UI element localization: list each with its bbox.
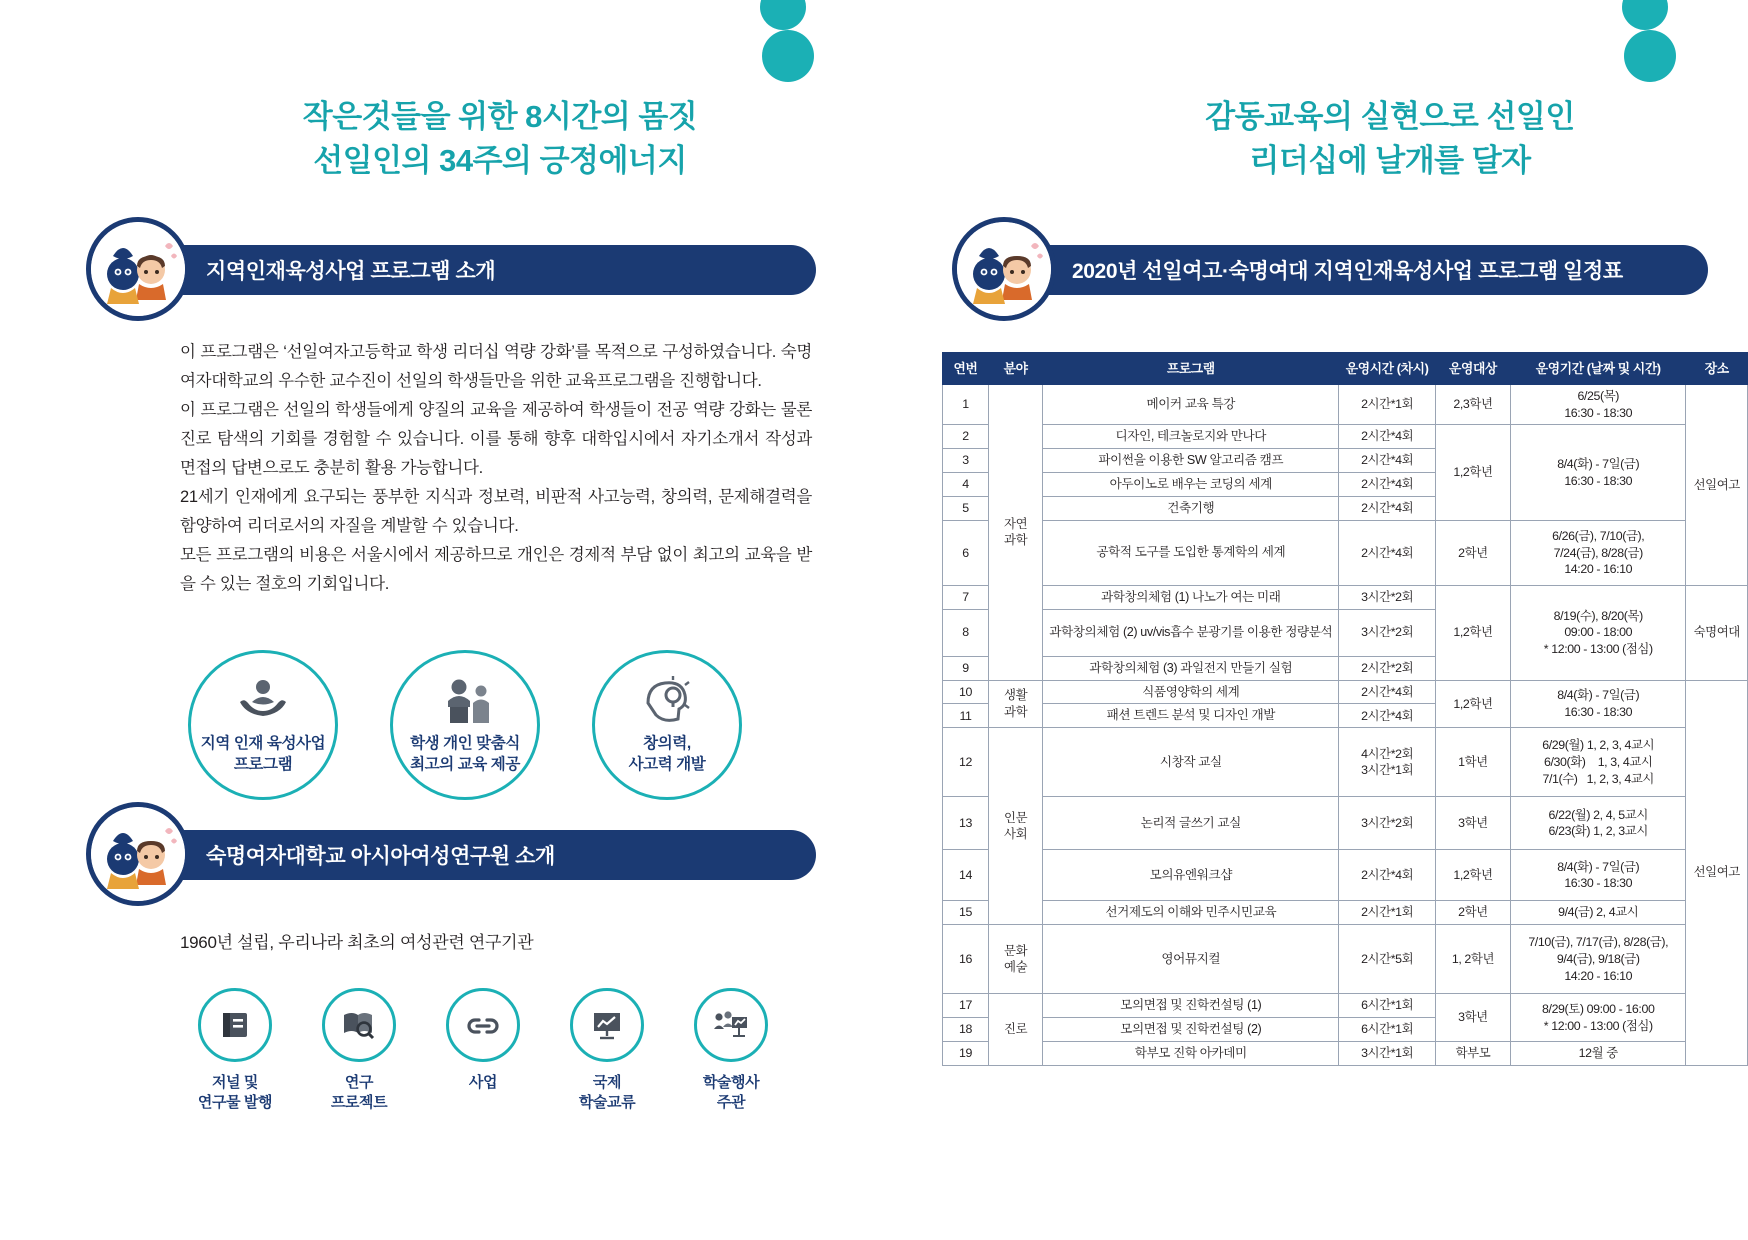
right-headline [1050, 95, 1730, 183]
table-row [943, 797, 1748, 850]
presentation-board-icon [570, 988, 644, 1062]
cell-period: 8/29(토) 09:00 - 16:00 * 12:00 - 13:00 (점심) [1511, 994, 1686, 1042]
cell-program: 선거제도의 이해와 민주시민교육 [1043, 901, 1339, 925]
feature-circle-education [390, 650, 540, 800]
cell-no: 1 [943, 385, 989, 425]
cell-hours: 2시간*1회 [1339, 901, 1435, 925]
cell-field-natural-science: 자연 과학 [989, 385, 1043, 680]
cell-no: 13 [943, 797, 989, 850]
cell-hours: 2시간*4회 [1339, 473, 1435, 497]
col-target: 운영대상 [1435, 353, 1510, 385]
cell-no: 11 [943, 704, 989, 728]
left-page [0, 0, 860, 1240]
mascot-icon [86, 217, 190, 321]
cell-hours: 2시간*4회 [1339, 704, 1435, 728]
cell-period: 6/29(월) 1, 2, 3, 4교시 6/30(화) 1, 3, 4교시 7/1(수) 1, 2, 3, 4교시 [1511, 728, 1686, 797]
section-title-program-intro: 지역인재육성사업 프로그램 소개 [206, 260, 496, 283]
table-row [943, 901, 1748, 925]
cell-hours: 3시간*2회 [1339, 609, 1435, 656]
cell-no: 15 [943, 901, 989, 925]
section-banner-program-intro [96, 245, 816, 295]
activity-research-label: 연구 프로젝트 [330, 1074, 388, 1111]
cell-period: 8/19(수), 8/20(목) 09:00 - 18:00 * 12:00 - 13:00 (점심) [1511, 585, 1686, 680]
cell-program: 시창작 교실 [1043, 728, 1339, 797]
activity-international [548, 988, 666, 1113]
cell-hours: 6시간*1회 [1339, 1018, 1435, 1042]
cell-no: 18 [943, 1018, 989, 1042]
activity-row [176, 988, 790, 1113]
table-row [943, 585, 1748, 609]
cell-no: 7 [943, 585, 989, 609]
activity-research [300, 988, 418, 1113]
cell-hours: 2시간*4회 [1339, 496, 1435, 520]
cell-program: 논리적 글쓰기 교실 [1043, 797, 1339, 850]
mascot-icon [86, 802, 190, 906]
cell-no: 4 [943, 473, 989, 497]
feature-circle-creativity-label: 창의력, 사고력 개발 [628, 735, 706, 773]
cell-program: 과학창의체험 (3) 과일전지 만들기 실험 [1043, 656, 1339, 680]
cell-target-g12-b: 1,2학년 [1435, 585, 1510, 680]
cell-target: 2학년 [1435, 520, 1510, 585]
cell-place-sookmyung: 숙명여대 [1686, 585, 1748, 680]
col-place: 장소 [1686, 353, 1748, 385]
cell-program: 과학창의체험 (1) 나노가 여는 미래 [1043, 585, 1339, 609]
feature-circle-creativity [592, 650, 742, 800]
schedule-table [942, 352, 1748, 1066]
cell-hours: 4시간*2회 3시간*1회 [1339, 728, 1435, 797]
left-headline-line1: 작은것들을 위한 8시간의 몸짓 [302, 99, 698, 134]
feature-circle-row [188, 650, 742, 800]
cell-no: 19 [943, 1041, 989, 1065]
feature-circle-program [188, 650, 338, 800]
cell-no: 17 [943, 994, 989, 1018]
cell-no: 9 [943, 656, 989, 680]
cell-no: 3 [943, 449, 989, 473]
cell-field-career: 진로 [989, 994, 1043, 1066]
cell-hours: 2시간*4회 [1339, 449, 1435, 473]
cell-period: 8/4(화) - 7일(금) 16:30 - 18:30 [1511, 425, 1686, 521]
cell-hours: 6시간*1회 [1339, 994, 1435, 1018]
activity-journal [176, 988, 294, 1113]
table-row [943, 994, 1748, 1018]
cell-period: 6/26(금), 7/10(금), 7/24(금), 8/28(금) 14:20 - 16:10 [1511, 520, 1686, 585]
table-row [943, 1041, 1748, 1065]
cell-hours: 2시간*4회 [1339, 425, 1435, 449]
right-headline-line1: 감동교육의 실현으로 선일인 [1205, 99, 1575, 134]
cell-program: 영어뮤지컬 [1043, 925, 1339, 994]
col-no: 연번 [943, 353, 989, 385]
cell-program: 과학창의체험 (2) uv/vis흡수 분광기를 이용한 정량분석 [1043, 609, 1339, 656]
table-header-row [943, 353, 1748, 385]
cell-hours: 3시간*2회 [1339, 797, 1435, 850]
cell-field-life-science: 생활 과학 [989, 680, 1043, 728]
table-row [943, 850, 1748, 901]
hands-holding-person-icon [236, 674, 290, 726]
cell-no: 12 [943, 728, 989, 797]
cell-hours: 2시간*4회 [1339, 680, 1435, 704]
intro-paragraph-3: 21세기 인재에게 요구되는 풍부한 지식과 정보력, 비판적 사고능력, 창의력, 문제해결력을 함양하여 리더로서의 자질을 계발할 수 있습니다. [180, 488, 812, 536]
activity-journal-label: 저널 및 연구물 발행 [197, 1074, 273, 1111]
cell-period: 6/22(월) 2, 4, 5교시 6/23(화) 1, 2, 3교시 [1511, 797, 1686, 850]
cell-program: 건축기행 [1043, 496, 1339, 520]
cell-place-sunil-2: 선일여고 [1686, 680, 1748, 1065]
book-search-icon [322, 988, 396, 1062]
left-headline-line2: 선일인의 34주의 긍정에너지 [313, 143, 687, 179]
cell-field-culture-arts: 문화 예술 [989, 925, 1043, 994]
cell-no: 2 [943, 425, 989, 449]
section-title-institute-intro: 숙명여자대학교 아시아여성연구원 소개 [206, 845, 555, 868]
col-period: 운영기간 (날짜 및 시간) [1511, 353, 1686, 385]
cell-no: 5 [943, 496, 989, 520]
mascot-icon [952, 217, 1056, 321]
cell-program: 공학적 도구를 도입한 통계학의 세계 [1043, 520, 1339, 585]
col-field: 분야 [989, 353, 1043, 385]
cell-target: 3학년 [1435, 797, 1510, 850]
table-row [943, 385, 1748, 425]
section-banner-institute-intro [96, 830, 816, 880]
cell-hours: 2시간*1회 [1339, 385, 1435, 425]
intro-paragraph-4: 모든 프로그램의 비용은 서울시에서 제공하므로 개인은 경제적 부담 없이 최고의 교육을 받을 수 있는 절호의 기회입니다. [180, 546, 812, 594]
cell-no: 14 [943, 850, 989, 901]
cell-field-humanities: 인문 사회 [989, 728, 1043, 925]
table-row [943, 680, 1748, 704]
schedule-table-wrap [942, 352, 1748, 1066]
right-page [880, 0, 1748, 1240]
cell-period: 8/4(화) - 7일(금) 16:30 - 18:30 [1511, 850, 1686, 901]
cell-period: 12월 중 [1511, 1041, 1686, 1065]
cell-target-g12-a: 1,2학년 [1435, 425, 1510, 521]
cell-target-g12-c: 1,2학년 [1435, 680, 1510, 728]
cell-program: 모의유엔워크샵 [1043, 850, 1339, 901]
cell-hours: 2시간*2회 [1339, 656, 1435, 680]
cell-target: 1,2학년 [1435, 850, 1510, 901]
cell-program: 패션 트렌드 분석 및 디자인 개발 [1043, 704, 1339, 728]
institute-subtitle: 1960년 설립, 우리나라 최초의 여성관련 연구기관 [180, 933, 534, 952]
cell-hours: 2시간*5회 [1339, 925, 1435, 994]
cell-program: 모의면접 및 진학컨설팅 (2) [1043, 1018, 1339, 1042]
cell-program: 디자인, 테크놀로지와 만나다 [1043, 425, 1339, 449]
cell-program: 학부모 진학 아카데미 [1043, 1041, 1339, 1065]
head-lightbulb-icon [640, 674, 694, 726]
activity-business [424, 988, 542, 1113]
cell-program: 아두이노로 배우는 코딩의 세계 [1043, 473, 1339, 497]
cell-no: 8 [943, 609, 989, 656]
cell-target-g3: 3학년 [1435, 994, 1510, 1042]
cell-target: 2,3학년 [1435, 385, 1510, 425]
cell-no: 6 [943, 520, 989, 585]
people-presentation-icon [694, 988, 768, 1062]
intro-paragraph-2: 이 프로그램은 선일의 학생들에게 양질의 교육을 제공하여 학생들이 전공 역량 강화는 물론 진로 탐색의 기회를 경험할 수 있습니다. 이를 통해 향후 대학입시에서 자기소개서 작성과 면접의 답변으로도 충분히 활용 가능합니다. [180, 401, 812, 478]
cell-period: 6/25(목) 16:30 - 18:30 [1511, 385, 1686, 425]
cell-period: 9/4(금) 2, 4교시 [1511, 901, 1686, 925]
cell-no: 16 [943, 925, 989, 994]
intro-paragraph-1: 이 프로그램은 ‘선일여자고등학교 학생 리더십 역량 강화’를 목적으로 구성하였습니다. 숙명여자대학교의 우수한 교수진이 선일의 학생들만을 위한 교육프로그램을 진행합니다. [180, 343, 812, 391]
cell-hours: 2시간*4회 [1339, 520, 1435, 585]
cell-period: 8/4(화) - 7일(금) 16:30 - 18:30 [1511, 680, 1686, 728]
link-icon [446, 988, 520, 1062]
feature-circle-program-label: 지역 인재 육성사업 프로그램 [200, 735, 326, 773]
lecture-podium-icon [437, 674, 493, 726]
cell-hours: 2시간*4회 [1339, 850, 1435, 901]
cell-period: 7/10(금), 7/17(금), 8/28(금), 9/4(금), 9/18(금) 14:20 - 16:10 [1511, 925, 1686, 994]
cell-program: 식품영양학의 세계 [1043, 680, 1339, 704]
table-row [943, 425, 1748, 449]
section-banner-schedule [962, 245, 1708, 295]
cell-hours: 3시간*2회 [1339, 585, 1435, 609]
cell-target: 1학년 [1435, 728, 1510, 797]
feature-circle-education-label: 학생 개인 맞춤식 최고의 교육 제공 [410, 735, 520, 773]
cell-target: 2학년 [1435, 901, 1510, 925]
cell-target: 1, 2학년 [1435, 925, 1510, 994]
table-row [943, 728, 1748, 797]
right-headline-line2: 리더십에 날개를 달자 [1249, 143, 1531, 179]
activity-international-label: 국제 학술교류 [578, 1074, 636, 1111]
activity-conference-label: 학술행사 주관 [702, 1074, 760, 1111]
table-row [943, 520, 1748, 585]
cell-no: 10 [943, 680, 989, 704]
cell-program: 모의면접 및 진학컨설팅 (1) [1043, 994, 1339, 1018]
activity-business-label: 사업 [468, 1074, 498, 1091]
cell-hours: 3시간*1회 [1339, 1041, 1435, 1065]
activity-conference [672, 988, 790, 1113]
section-title-schedule: 2020년 선일여고·숙명여대 지역인재육성사업 프로그램 일정표 [1072, 260, 1623, 283]
cell-program: 메이커 교육 특강 [1043, 385, 1339, 425]
cell-program: 파이썬을 이용한 SW 알고리즘 캠프 [1043, 449, 1339, 473]
col-hours: 운영시간 (차시) [1339, 353, 1435, 385]
cell-place-sunil-1: 선일여고 [1686, 385, 1748, 586]
book-icon [198, 988, 272, 1062]
cell-target: 학부모 [1435, 1041, 1510, 1065]
left-headline [150, 95, 850, 183]
table-row [943, 925, 1748, 994]
col-program: 프로그램 [1043, 353, 1339, 385]
